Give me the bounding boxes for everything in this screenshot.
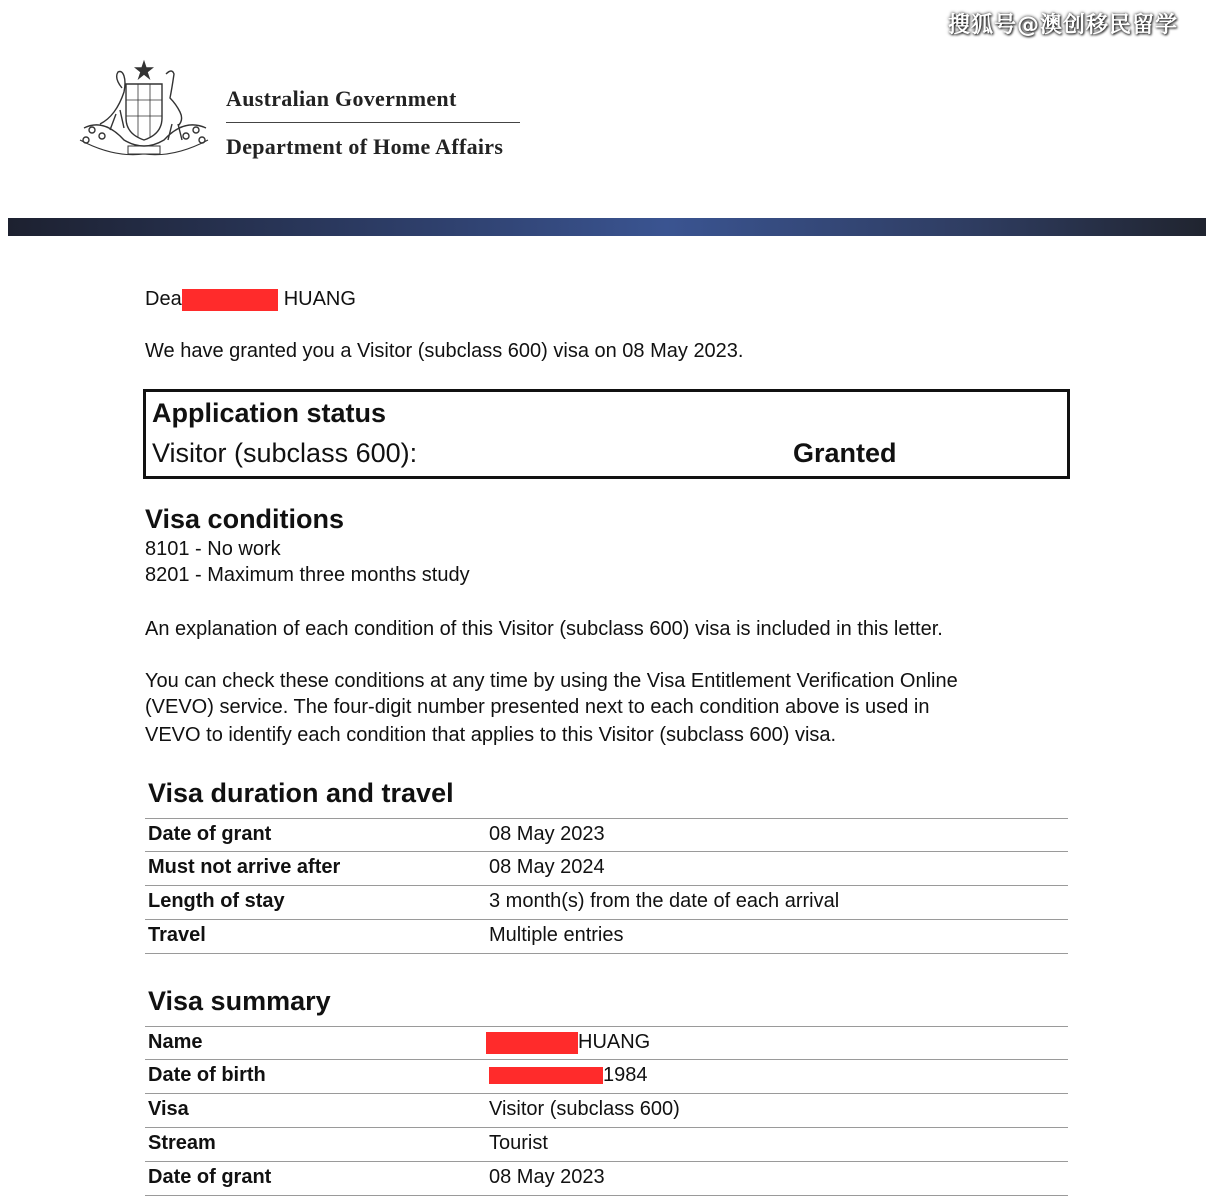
row-value [486, 1031, 650, 1054]
redaction-bar [486, 1032, 578, 1054]
duration-table [145, 818, 1068, 954]
table-row [145, 1026, 1068, 1060]
row-key: Name [148, 1031, 203, 1053]
table-row [145, 886, 1068, 920]
row-value: 08 May 2023 [489, 1166, 605, 1188]
application-status-box [143, 389, 1070, 479]
table-row [145, 852, 1068, 886]
header-divider [226, 122, 520, 123]
coat-of-arms-icon [74, 58, 214, 162]
row-value: 08 May 2024 [489, 856, 605, 878]
status-label: Visitor (subclass 600): [152, 438, 418, 468]
salutation-name: HUANG [283, 288, 356, 310]
row-value: Multiple entries [489, 924, 624, 946]
summary-table [145, 1026, 1068, 1196]
table-row [145, 1128, 1068, 1162]
header-band [8, 218, 1206, 236]
status-value: Granted [793, 438, 897, 468]
table-row [145, 1060, 1068, 1094]
conditions-explanation: An explanation of each condition of this Visitor (subclass 600) visa is included in this letter. [145, 618, 943, 640]
table-row [145, 920, 1068, 954]
summary-title: Visa summary [148, 986, 331, 1016]
conditions-title: Visa conditions [145, 504, 345, 534]
redaction-bar [489, 1067, 603, 1084]
name-value: HUANG [578, 1031, 651, 1053]
row-key: Travel [148, 924, 206, 946]
row-value [489, 1064, 648, 1087]
row-key: Stream [148, 1132, 216, 1154]
row-value: 08 May 2023 [489, 823, 605, 845]
row-key: Date of birth [148, 1064, 266, 1086]
redaction-bar [182, 289, 278, 311]
row-value: Visitor (subclass 600) [489, 1098, 680, 1120]
row-key: Date of grant [148, 823, 272, 845]
vevo-paragraph-line: VEVO to identify each condition that applies to this Visitor (subclass 600) visa. [145, 724, 837, 746]
row-key: Visa [148, 1098, 189, 1120]
government-title: Australian Government [226, 86, 457, 111]
condition-item: 8101 - No work [145, 538, 281, 560]
grant-sentence: We have granted you a Visitor (subclass 600) visa on 08 May 2023. [145, 340, 744, 362]
dob-value: 1984 [603, 1064, 648, 1086]
row-key: Must not arrive after [148, 856, 341, 878]
condition-item: 8201 - Maximum three months study [145, 564, 470, 586]
row-value: Tourist [489, 1132, 548, 1154]
table-row [145, 1094, 1068, 1128]
salutation [145, 288, 356, 311]
status-heading: Application status [152, 398, 387, 428]
salutation-prefix: Dea [145, 288, 182, 310]
vevo-paragraph-line: You can check these conditions at any time by using the Visa Entitlement Verification Online [145, 670, 958, 692]
row-key: Date of grant [148, 1166, 272, 1188]
table-row [145, 1162, 1068, 1196]
department-title: Department of Home Affairs [226, 134, 504, 159]
row-value: 3 month(s) from the date of each arrival [489, 890, 840, 912]
duration-title: Visa duration and travel [148, 778, 454, 808]
row-key: Length of stay [148, 890, 285, 912]
watermark: 搜狐号@澳创移民留学 [947, 13, 1178, 38]
table-row [145, 818, 1068, 852]
vevo-paragraph-line: (VEVO) service. The four-digit number presented next to each condition above is used in [145, 696, 930, 718]
